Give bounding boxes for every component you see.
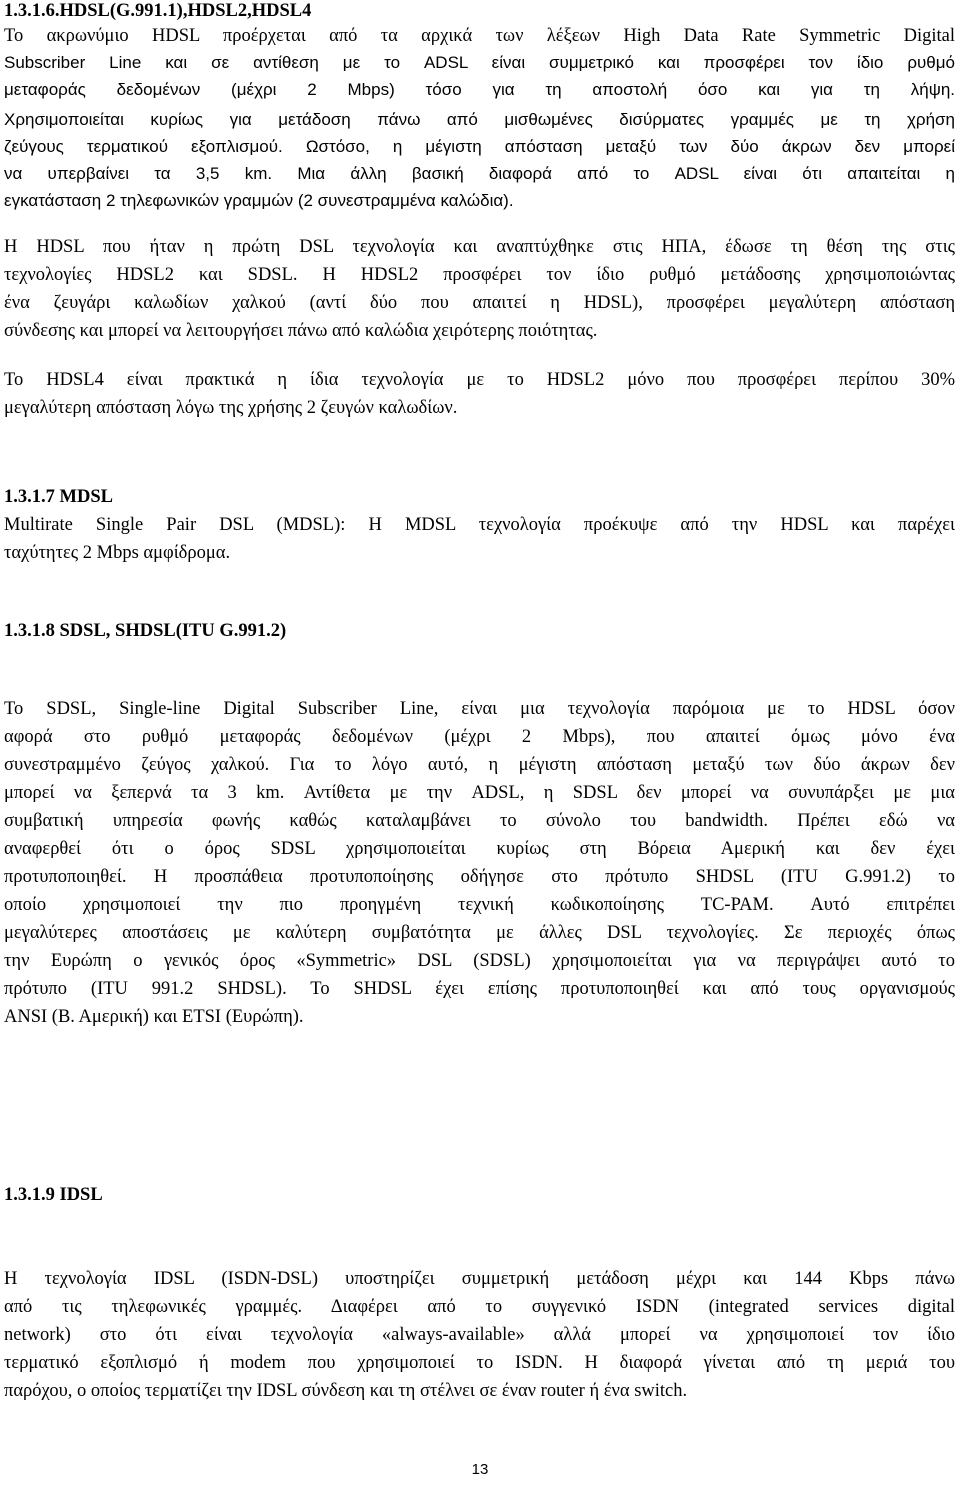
text-line: αναφερθεί ότι ο όρος SDSL χρησιμοποιείται κυρίως στη Βόρεια Αμερική και δεν έχει [4, 839, 955, 859]
text-line: Multirate Single Pair DSL (MDSL): Η MDSL τεχνολογία προέκυψε από την HDSL και παρέχει [4, 515, 955, 535]
text-line: Η τεχνολογία IDSL (ISDN-DSL) υποστηρίζει συμμετρική μετάδοση μέχρι και 144 Kbps πάνω [4, 1269, 955, 1289]
text-line: συμβατική υπηρεσία φωνής καθώς καταλαμβάνει το σύνολο του bandwidth. Πρέπει εδώ να [4, 811, 955, 831]
text-line: πρότυπο (ITU 991.2 SHDSL). Το SHDSL έχει επίσης προτυποποιηθεί και από τους οργανισμούς [4, 979, 955, 999]
text-line: ANSI (Β. Αμερική) και ETSI (Ευρώπη). [4, 1007, 304, 1027]
text-line: Subscriber Line και σε αντίθεση με το ADSL είναι συμμετρικό και προσφέρει τον ίδιο ρυθμό [4, 53, 955, 72]
text-line: ταχύτητες 2 Mbps αμφίδρομα. [4, 543, 231, 563]
text-line: Το ακρωνύμιο HDSL προέρχεται από τα αρχικά των λέξεων High Data Rate Symmetric Digital [4, 26, 955, 46]
text-line: Η HDSL που ήταν η πρώτη DSL τεχνολογία και αναπτύχθηκε στις ΗΠΑ, έδωσε τη θέση της στις [4, 237, 955, 257]
text-line: ζεύγους τερματικού εξοπλισμού. Ωστόσο, η μέγιστη απόσταση μεταξύ των δύο άκρων δεν μπορεί [4, 137, 955, 156]
text-line: προτυποποιηθεί. Η προσπάθεια προτυποποίησης οδήγησε στο πρότυπο SHDSL (ITU G.991.2) το [4, 867, 955, 887]
section-heading-1-3-1-9: 1.3.1.9 IDSL [4, 1185, 103, 1205]
text-line: network) στο ότι είναι τεχνολογία «always-available» αλλά μπορεί να χρησιμοποιεί τον ίδιο [4, 1325, 955, 1345]
section-heading-1-3-1-7: 1.3.1.7 MDSL [4, 487, 113, 507]
text-line: Το HDSL4 είναι πρακτικά η ίδια τεχνολογία με το HDSL2 μόνο που προσφέρει περίπου 30% [4, 370, 955, 390]
text-line: αφορά στο ρυθμό μεταφοράς δεδομένων (μέχρι 2 Mbps), που απαιτεί όμως μόνο ένα [4, 727, 955, 747]
text-line: μεγαλύτερη απόσταση λόγω της χρήσης 2 ζευγών καλωδίων. [4, 398, 458, 418]
text-line: εγκατάσταση 2 τηλεφωνικών γραμμών (2 συνεστραμμένα καλώδια). [4, 191, 514, 210]
text-line: τερματικό εξοπλισμό ή modem που χρησιμοποιεί το ISDN. Η διαφορά γίνεται από τη μεριά του [4, 1353, 955, 1373]
text-line: από τις τηλεφωνικές γραμμές. Διαφέρει από το συγγενικό ISDN (integrated services digital [4, 1297, 955, 1317]
text-line: μπορεί να ξεπερνά τα 3 km. Αντίθετα με την ADSL, η SDSL δεν μπορεί να συνυπάρξει με μια [4, 783, 955, 803]
text-line: συνεστραμμένο ζεύγος χαλκού. Για το λόγο αυτό, η μέγιστη απόσταση μεταξύ των δύο άκρων δεν [4, 755, 955, 775]
text-line: παρόχου, ο οποίος τερματίζει την IDSL σύνδεση και τη στέλνει σε έναν router ή ένα switch. [4, 1381, 688, 1401]
text-line: Χρησιμοποιείται κυρίως για μετάδοση πάνω από μισθωμένες δισύρματες γραμμές με τη χρήση [4, 110, 955, 129]
text-line: Το SDSL, Single-line Digital Subscriber Line, είναι μια τεχνολογία παρόμοια με το HDSL όσον [4, 699, 955, 719]
text-line: να υπερβαίνει τα 3,5 km. Μια άλλη βασική διαφορά από το ADSL είναι ότι απαιτείται η [4, 164, 955, 183]
text-line: μεγαλύτερες αποστάσεις με καλύτερη συμβατότητα με άλλες DSL τεχνολογίες. Σε περιοχές όπως [4, 923, 955, 943]
text-line: την Ευρώπη ο γενικός όρος «Symmetric» DSL (SDSL) χρησιμοποιείται για να περιγράψει αυτό το [4, 951, 955, 971]
text-line: μεταφοράς δεδομένων (μέχρι 2 Mbps) τόσο για τη αποστολή όσο και για τη λήψη. [4, 80, 955, 99]
text-line: σύνδεσης και μπορεί να λειτουργήσει πάνω από καλώδια χειρότερης ποιότητας. [4, 321, 598, 341]
text-line: ένα ζευγάρι καλωδίων χαλκού (αντί δύο που απαιτεί η HDSL), προσφέρει μεγαλύτερη απόσταση [4, 293, 955, 313]
page-number: 13 [471, 1461, 489, 1478]
section-heading-1-3-1-8: 1.3.1.8 SDSL, SHDSL(ITU G.991.2) [4, 621, 287, 641]
section-heading-1-3-1-6: 1.3.1.6.HDSL(G.991.1),HDSL2,HDSL4 [4, 1, 312, 21]
text-line: τεχνολογίες HDSL2 και SDSL. Η HDSL2 προσφέρει τον ίδιο ρυθμό μετάδοσης χρησιμοποιώντας [4, 265, 955, 285]
text-line: οποίο χρησιμοποιεί την πιο προηγμένη τεχνική κωδικοποίησης TC-PAM. Αυτό επιτρέπει [4, 895, 955, 915]
